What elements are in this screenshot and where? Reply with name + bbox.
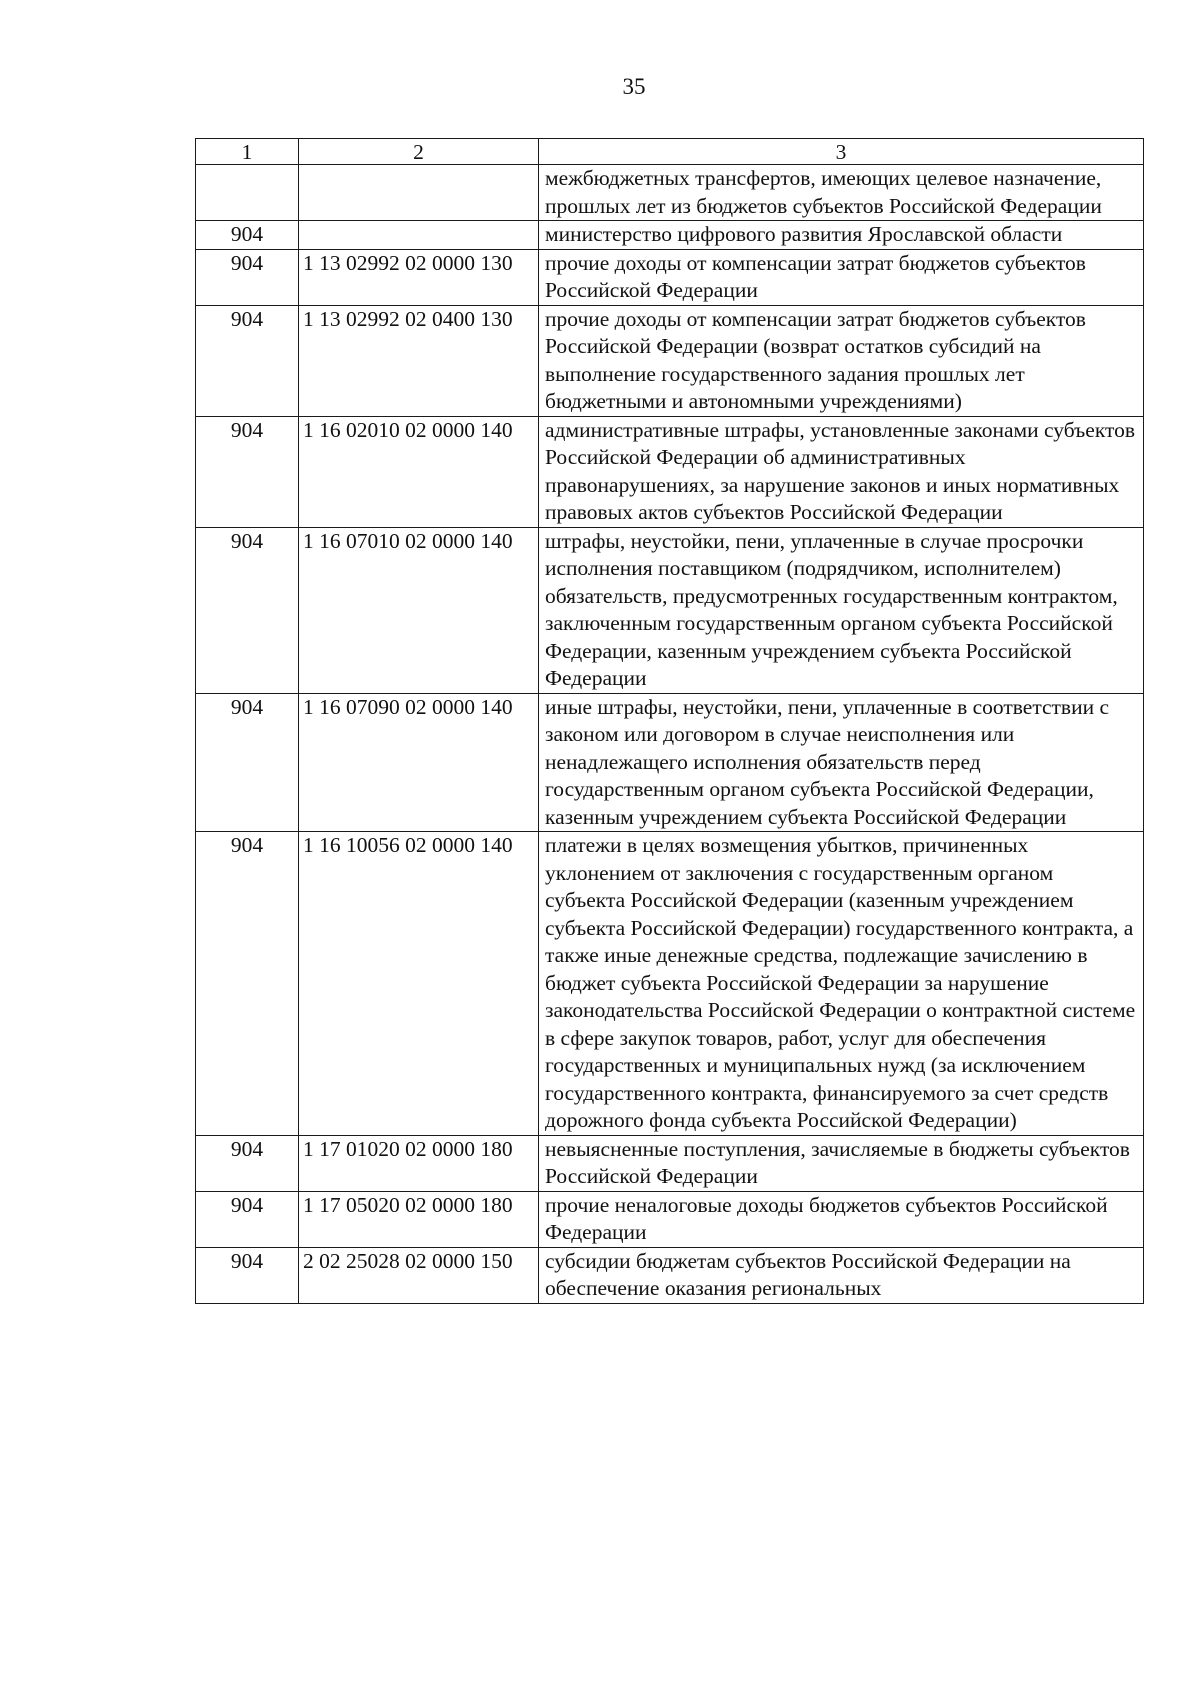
budget-code-cell: 2 02 25028 02 0000 150: [299, 1247, 539, 1303]
table-row: [196, 527, 1144, 693]
table-row: [196, 1135, 1144, 1191]
revenue-name-cell: невыясненные поступления, зачисляемые в бюджеты субъектов Российской Федерации: [539, 1135, 1144, 1191]
revenue-name-cell: межбюджетных трансфертов, имеющих целевое назначение, прошлых лет из бюджетов субъектов Российской Федерации: [539, 165, 1144, 221]
admin-code-cell: 904: [196, 527, 299, 693]
revenue-name-cell: прочие неналоговые доходы бюджетов субъектов Российской Федерации: [539, 1191, 1144, 1247]
table-row: [196, 1247, 1144, 1303]
header-col-2: 2: [299, 139, 539, 165]
table-row: [196, 693, 1144, 832]
budget-code-cell: 1 16 07090 02 0000 140: [299, 693, 539, 832]
budget-code-cell: [299, 221, 539, 250]
revenue-name-cell: прочие доходы от компенсации затрат бюджетов субъектов Российской Федерации (возврат остатков субсидий на выполнение государственного задания прошлых лет бюджетными и автономными учреждениями): [539, 305, 1144, 416]
table-row: [196, 1191, 1144, 1247]
header-row: [196, 139, 1144, 165]
table-row: [196, 416, 1144, 527]
revenue-name-cell: административные штрафы, установленные законами субъектов Российской Федерации об административных правонарушениях, за нарушение законов и иных нормативных правовых актов субъектов Российской Федерации: [539, 416, 1144, 527]
budget-code-cell: 1 13 02992 02 0400 130: [299, 305, 539, 416]
admin-code-cell: [196, 165, 299, 221]
table-row: [196, 832, 1144, 1136]
admin-code-cell: 904: [196, 693, 299, 832]
admin-code-cell: 904: [196, 1247, 299, 1303]
budget-code-cell: 1 16 07010 02 0000 140: [299, 527, 539, 693]
admin-code-cell: 904: [196, 416, 299, 527]
admin-code-cell: 904: [196, 832, 299, 1136]
revenue-name-cell: субсидии бюджетам субъектов Российской Федерации на обеспечение оказания региональных: [539, 1247, 1144, 1303]
header-col-1: 1: [196, 139, 299, 165]
admin-code-cell: 904: [196, 1191, 299, 1247]
admin-code-cell: 904: [196, 305, 299, 416]
header-col-3: 3: [539, 139, 1144, 165]
page-number: 35: [622, 74, 646, 99]
budget-code-cell: 1 13 02992 02 0000 130: [299, 249, 539, 305]
revenue-name-cell: иные штрафы, неустойки, пени, уплаченные в соответствии с законом или договором в случае неисполнения или ненадлежащего исполнения обязательств перед государственным органом субъекта Российской Федерации, казенным учреждением субъекта Российской Федерации: [539, 693, 1144, 832]
revenue-name-cell: министерство цифрового развития Ярославской области: [539, 221, 1144, 250]
table-row: [196, 249, 1144, 305]
table-body: [196, 165, 1144, 1304]
budget-code-cell: 1 16 02010 02 0000 140: [299, 416, 539, 527]
budget-code-cell: 1 17 01020 02 0000 180: [299, 1135, 539, 1191]
budget-code-cell: 1 17 05020 02 0000 180: [299, 1191, 539, 1247]
revenue-codes-table: [195, 138, 1144, 1304]
budget-code-cell: 1 16 10056 02 0000 140: [299, 832, 539, 1136]
table-row: [196, 165, 1144, 221]
table-row: [196, 305, 1144, 416]
table-row: [196, 221, 1144, 250]
revenue-name-cell: платежи в целях возмещения убытков, причиненных уклонением от заключения с государственным органом субъекта Российской Федерации (казенным учреждением субъекта Российской Федерации) государственного контракта, а также иные денежные средства, подлежащие зачислению в бюджет субъекта Российской Федерации за нарушение законодательства Российской Федерации о контрактной системе в сфере закупок товаров, работ, услуг для обеспечения государственных и муниципальных нужд (за исключением государственного контракта, финансируемого за счет средств дорожного фонда субъекта Российской Федерации): [539, 832, 1144, 1136]
admin-code-cell: 904: [196, 249, 299, 305]
revenue-name-cell: штрафы, неустойки, пени, уплаченные в случае просрочки исполнения поставщиком (подрядчиком, исполнителем) обязательств, предусмотренных государственным контрактом, заключенным государственным органом субъекта Российской Федерации, казенным учреждением субъекта Российской Федерации: [539, 527, 1144, 693]
admin-code-cell: 904: [196, 1135, 299, 1191]
table-header: [196, 139, 1144, 165]
revenue-name-cell: прочие доходы от компенсации затрат бюджетов субъектов Российской Федерации: [539, 249, 1144, 305]
budget-code-cell: [299, 165, 539, 221]
admin-code-cell: 904: [196, 221, 299, 250]
